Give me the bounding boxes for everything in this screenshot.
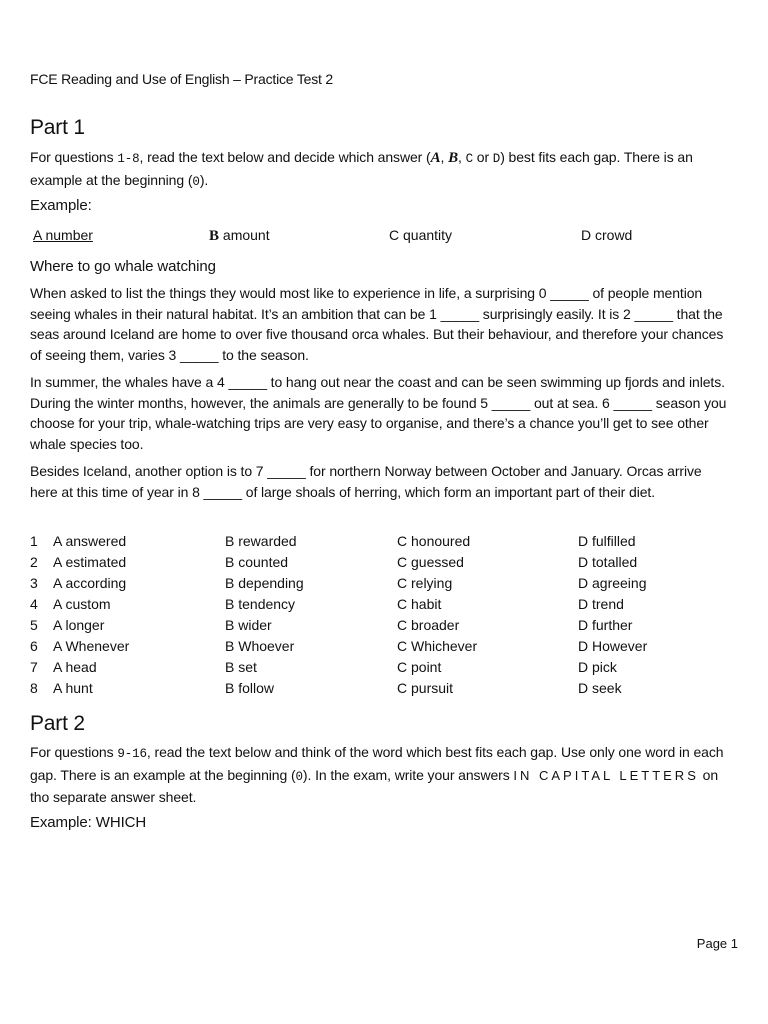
- options-row-5: 5 A longer B wider C broader D further: [30, 617, 633, 633]
- options-row-4: 4 A custom B tendency C habit D trend: [30, 596, 624, 612]
- example-number: 0: [192, 174, 200, 189]
- options-row-6: 6 A Whenever B Whoever C Whichever D However: [30, 638, 648, 654]
- option-letter-a: A: [430, 150, 441, 166]
- part2-example-word: WHICH: [95, 814, 147, 831]
- document-page: [30, 0, 740, 1024]
- document-title: FCE Reading and Use of English – Practice Test 2: [30, 71, 333, 87]
- page-number: Page 1: [696, 936, 738, 951]
- example-option-a: A number: [33, 227, 93, 243]
- question-range: 1-8: [117, 152, 140, 166]
- part1-instructions: For questions 1-8, read the text below and decide which answer (A, B, C or D) best fits each gap. There is an example at the beginning (0).: [30, 149, 693, 189]
- capital-letters-emphasis: IN CAPITAL LETTERS: [513, 767, 699, 783]
- question-range: 9-16: [117, 747, 147, 761]
- part2-example: Example: WHICH: [30, 814, 147, 831]
- part1-heading: Part 1: [30, 116, 85, 139]
- option-letter-d: D: [492, 152, 501, 166]
- options-row-3: 3 A according B depending C relying D agreeing: [30, 575, 647, 591]
- answer-options-table: [30, 533, 740, 701]
- options-row-1: 1 A answered B rewarded C honoured D fulfilled: [30, 533, 636, 549]
- options-row-8: 8 A hunt B follow C pursuit D seek: [30, 680, 622, 696]
- example-options-row: [30, 227, 740, 247]
- part2-heading: Part 2: [30, 712, 85, 735]
- reading-text-title: Where to go whale watching: [30, 258, 216, 275]
- reading-paragraph-3: Besides Iceland, another option is to 7 _____ for northern Norway between October and January. Orcas arrive here at this time of year in 8 _____ of large shoals of herring, which form an important part of their diet.: [30, 463, 702, 500]
- example-number: 0: [295, 769, 303, 784]
- example-option-c: C quantity: [389, 227, 453, 243]
- options-row-2: 2 A estimated B counted C guessed D totalled: [30, 554, 638, 570]
- option-letter-b: B: [448, 150, 458, 166]
- part1-example-label: Example:: [30, 197, 92, 214]
- example-option-b: B amount: [209, 227, 270, 244]
- reading-paragraph-2: In summer, the whales have a 4 _____ to hang out near the coast and can be seen swimming up fjords and inlets. During the winter months, however, the animals are generally to be found 5 _____ out at sea. 6 _____ season you choose for your trip, whale-watching trips are very easy to organise, and there’s a chance you’ll get to see other whale species too.: [30, 374, 727, 452]
- part2-instructions: For questions 9-16, read the text below and think of the word which best fits each gap. Use only one word in each gap. There is an example at the beginning (0). In the exam, write your answers IN CAPITAL LETTERS on tho separate answer sheet.: [30, 744, 724, 805]
- reading-paragraph-1: When asked to list the things they would most like to experience in life, a surprising 0 _____ of people mention seeing whales in their natural habitat. It’s an ambition that can be 1 _____ surprisingly easily. It is 2 _____ that the seas around Iceland are home to over five thousand orca whales. But their behaviour, and therefore your chances of seeing them, varies 3 _____ to the season.: [30, 285, 724, 363]
- option-letter-c: C: [465, 152, 473, 166]
- example-option-d: D crowd: [581, 227, 633, 243]
- options-row-7: 7 A head B set C point D pick: [30, 659, 617, 675]
